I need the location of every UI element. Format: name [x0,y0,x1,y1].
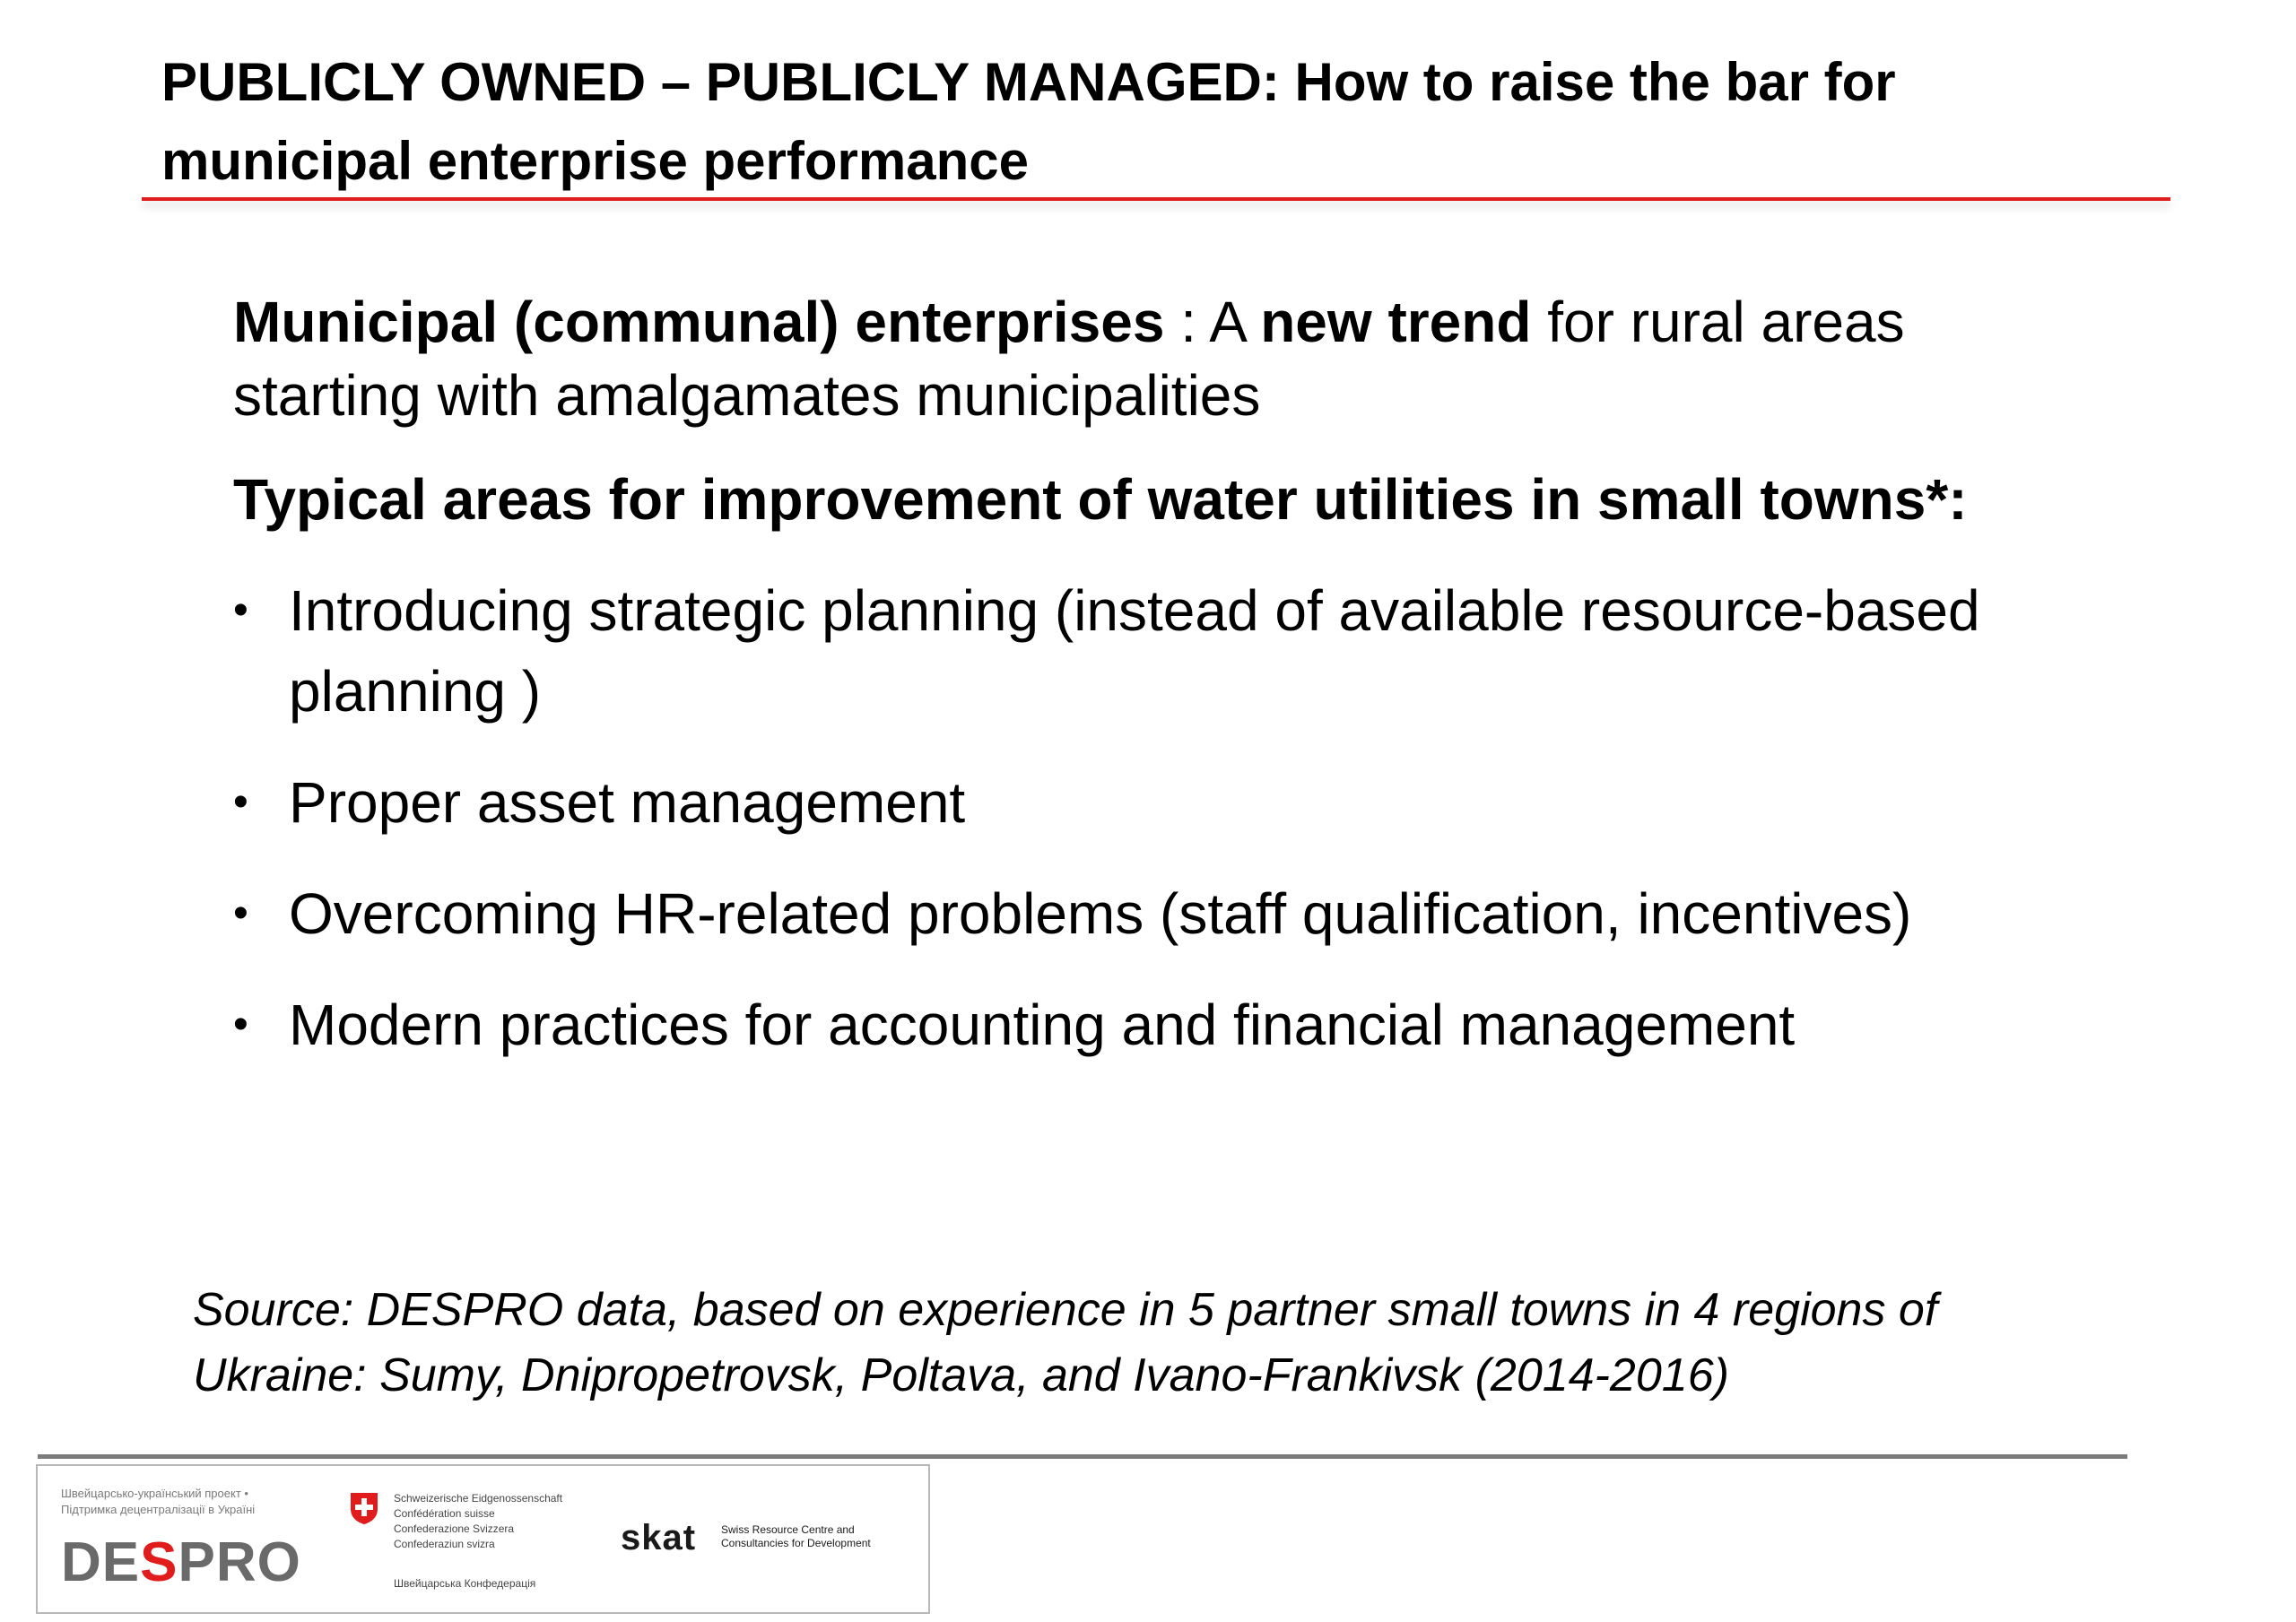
skat-tagline-2: Consultancies for Development [721,1537,871,1549]
list-item [233,873,2027,954]
despro-mark-s: S [140,1531,178,1593]
swiss-name-it: Confederazione Svizzera [394,1522,515,1535]
bullet-icon: • [233,778,248,826]
list-item [233,762,2027,843]
swiss-name-de: Schweizerische Eidgenossenschaft [394,1492,563,1505]
swiss-name-rm: Confederaziun svizra [394,1538,495,1550]
intro-bold-municipal: Municipal (communal) enterprises [233,290,1165,354]
list-item-text: Modern practices for accounting and financial management [289,993,1796,1057]
despro-caption-1: Швейцарсько-український проект • [61,1487,248,1500]
intro-text-1: : A [1164,290,1261,354]
swiss-name-ukr: Швейцарська Конфедерація [394,1577,536,1590]
despro-mark-post: PRO [178,1531,301,1593]
skat-wordmark: skat [621,1518,697,1557]
slide-title-line-1: PUBLICLY OWNED – PUBLICLY MANAGED: How to raise the bar for [161,52,1896,112]
skat-tagline [721,1523,918,1550]
swiss-name-fr: Confédération suisse [394,1507,495,1520]
swiss-names [394,1491,609,1552]
despro-wordmark [61,1531,330,1593]
slide-body [233,285,2027,1096]
list-item [233,570,2027,732]
slide-title-line-2: municipal enterprise performance [161,131,1029,191]
subheading: Typical areas for improvement of water utilities in small towns*: [233,467,1968,532]
source-line-1: Source: DESPRO data, based on experience in 5 partner small towns in 4 regions of [193,1284,1938,1336]
list-item-text: Proper asset management [289,770,966,835]
title-underline [142,197,2170,201]
slide-title [161,43,2188,201]
bullet-icon: • [233,889,248,937]
bullet-icon: • [233,586,248,634]
list-item-text: Introducing strategic planning (instead of available resource-based planning ) [289,578,1980,724]
despro-caption-2: Підтримка децентралізації в Україні [61,1503,256,1516]
intro-bold-new-trend: new trend [1260,290,1532,354]
bullet-icon: • [233,1001,248,1048]
source-note [193,1278,2121,1409]
source-line-2: Ukraine: Sumy, Dnipropetrovsk, Poltava, and Ivano-Frankivsk (2014-2016) [193,1349,1729,1401]
intro-paragraph [233,285,2027,432]
despro-mark-pre: DE [61,1531,141,1593]
list-item-text: Overcoming HR-related problems (staff qualification, incentives) [289,881,1912,946]
improvement-list [233,570,2027,1065]
footer-divider [38,1454,2127,1459]
despro-logo [61,1486,330,1592]
skat-tagline-1: Swiss Resource Centre and [721,1523,855,1536]
swiss-cross-icon [347,1491,381,1525]
partner-logos [36,1464,930,1614]
intro-text-2: for rural areas starting with amalgamates municipalities [233,290,1905,428]
list-item [233,984,2027,1065]
